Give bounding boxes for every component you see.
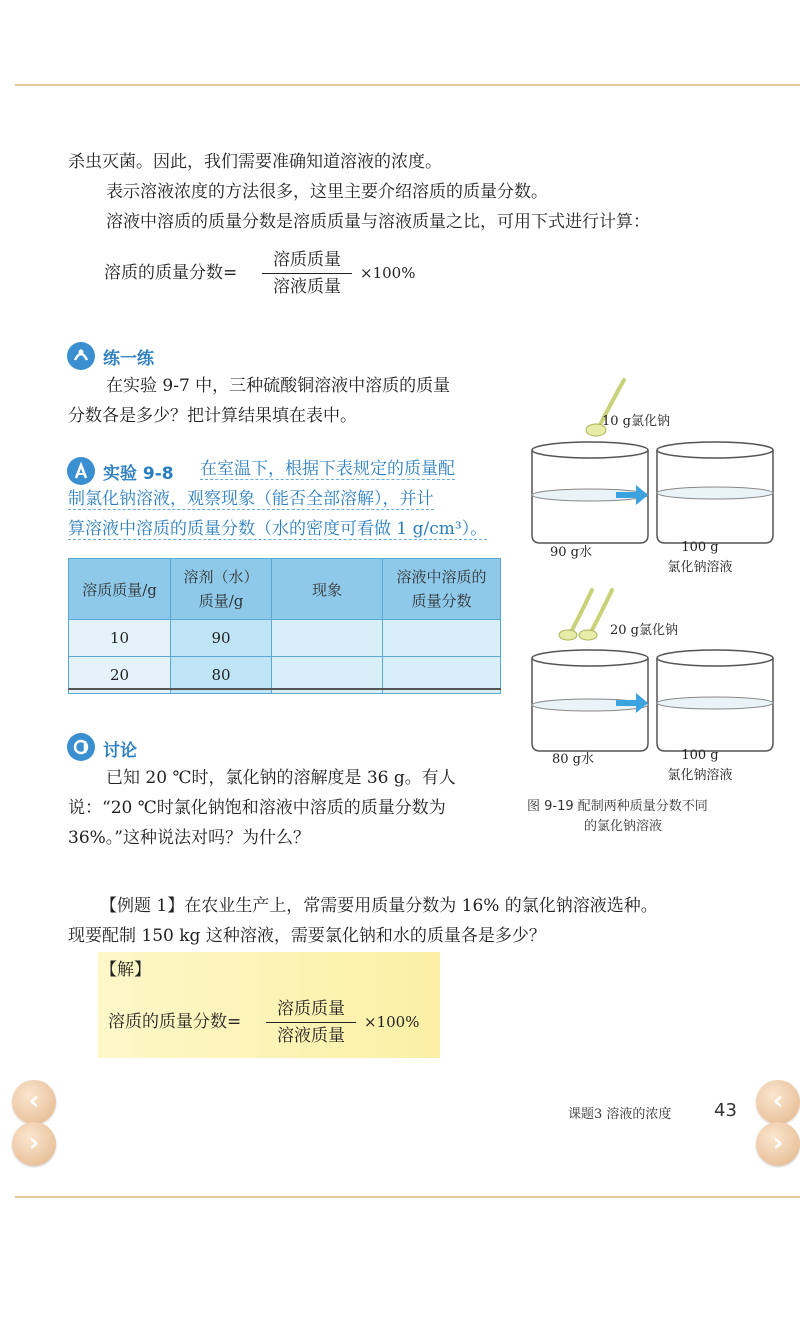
discussion-title: 讨论	[103, 741, 137, 761]
experiment-line-1: 在室温下，根据下表规定的质量配	[200, 459, 455, 479]
intro-line-2: 表示溶液浓度的方法很多，这里主要介绍溶质的质量分数。	[106, 182, 548, 202]
chevron-left-icon: ‹	[28, 1086, 40, 1116]
experiment-icon	[67, 457, 95, 485]
figure-label-bottom-right-1: 100 g	[681, 748, 719, 763]
solution-formula-fraction	[266, 997, 356, 1048]
practice-title: 练一练	[103, 349, 154, 369]
experiment-table	[68, 558, 501, 694]
next-right-button[interactable]	[756, 1122, 800, 1166]
figure-label-bottom-left: 80 g水	[552, 752, 594, 767]
discussion-line-1: 已知 20 ℃时，氯化钠的溶解度是 36 g。有人	[106, 768, 456, 788]
example-line-2: 现要配制 150 kg 这种溶液，需要氯化钠和水的质量各是多少？	[68, 926, 546, 946]
bottom-divider	[15, 1196, 800, 1198]
chevron-right-icon: ›	[772, 1128, 784, 1158]
table-header-cell: 现象	[271, 559, 382, 620]
table-cell	[383, 620, 501, 657]
prev-right-button[interactable]	[756, 1080, 800, 1124]
table-header-cell: 溶质质量/g	[69, 559, 171, 620]
formula-denominator: 溶液质量	[273, 277, 341, 297]
figure-label-top-add: 10 g氯化钠	[602, 414, 670, 429]
footer-lesson: 课题3 溶液的浓度	[568, 1107, 672, 1122]
chevron-right-icon: ›	[28, 1128, 40, 1158]
table-cell: 20	[69, 657, 171, 694]
figure-label-bottom-add: 20 g氯化钠	[610, 623, 678, 638]
experiment-line-3: 算溶液中溶质的质量分数（水的密度可看做 1 g/cm³）。	[68, 519, 488, 539]
intro-line-1: 杀虫灭菌。因此，我们需要准确知道溶液的浓度。	[68, 152, 442, 172]
solution-formula-lhs: 溶质的质量分数=	[108, 1012, 242, 1032]
next-left-button[interactable]	[12, 1122, 56, 1166]
formula-factor: ×100%	[360, 264, 416, 282]
practice-line-1: 在实验 9-7 中，三种硫酸铜溶液中溶质的质量	[106, 376, 451, 396]
figure-label-top-right-1: 100 g	[681, 540, 719, 555]
formula-lhs: 溶质的质量分数=	[104, 263, 238, 283]
practice-line-2: 分数各是多少？把计算结果填在表中。	[68, 406, 357, 426]
table-row	[69, 620, 501, 657]
practice-icon	[67, 342, 95, 370]
table-header-cell: 溶液中溶质的 质量分数	[383, 559, 501, 620]
table-header-cell: 溶剂（水） 质量/g	[171, 559, 272, 620]
table-cell: 90	[171, 620, 272, 657]
solution-formula-denominator: 溶液质量	[277, 1026, 345, 1046]
figure-label-bottom-right-2: 氯化钠溶液	[667, 768, 733, 783]
table-cell: 80	[171, 657, 272, 694]
solution-label: 【解】	[100, 960, 151, 980]
solution-formula-factor: ×100%	[364, 1013, 420, 1031]
chevron-left-icon: ‹	[772, 1086, 784, 1116]
page-number: 43	[714, 1100, 737, 1121]
experiment-title: 实验 9-8	[103, 464, 174, 484]
beaker-figure	[520, 375, 790, 805]
discussion-line-2: 说：“20 ℃时氯化钠饱和溶液中溶质的质量分数为	[68, 798, 446, 818]
table-header-row	[69, 559, 501, 620]
discussion-line-3: 36%。”这种说法对吗？为什么？	[68, 828, 310, 848]
intro-line-3: 溶液中溶质的质量分数是溶质质量与溶液质量之比，可用下式进行计算：	[106, 212, 650, 232]
formula-fraction	[262, 248, 352, 299]
solution-formula-numerator: 溶质质量	[277, 999, 345, 1019]
table-cell	[271, 620, 382, 657]
discussion-icon	[67, 733, 95, 761]
figure-label-top-left: 90 g水	[550, 545, 592, 560]
example-line-1: 【例题 1】在农业生产上，常需要用质量分数为 16% 的氯化钠溶液选种。	[100, 896, 658, 916]
experiment-line-2: 制氯化钠溶液，观察现象（能否全部溶解），并计	[68, 489, 434, 509]
figure-label-top-right-2: 氯化钠溶液	[667, 560, 733, 575]
figure-caption-2: 的氯化钠溶液	[584, 819, 663, 834]
formula-numerator: 溶质质量	[273, 250, 341, 270]
figure-caption-1: 图 9-19 配制两种质量分数不同	[527, 799, 708, 814]
table-cell: 10	[69, 620, 171, 657]
prev-left-button[interactable]	[12, 1080, 56, 1124]
top-divider	[15, 84, 800, 86]
table-bottom-rule	[68, 688, 501, 690]
